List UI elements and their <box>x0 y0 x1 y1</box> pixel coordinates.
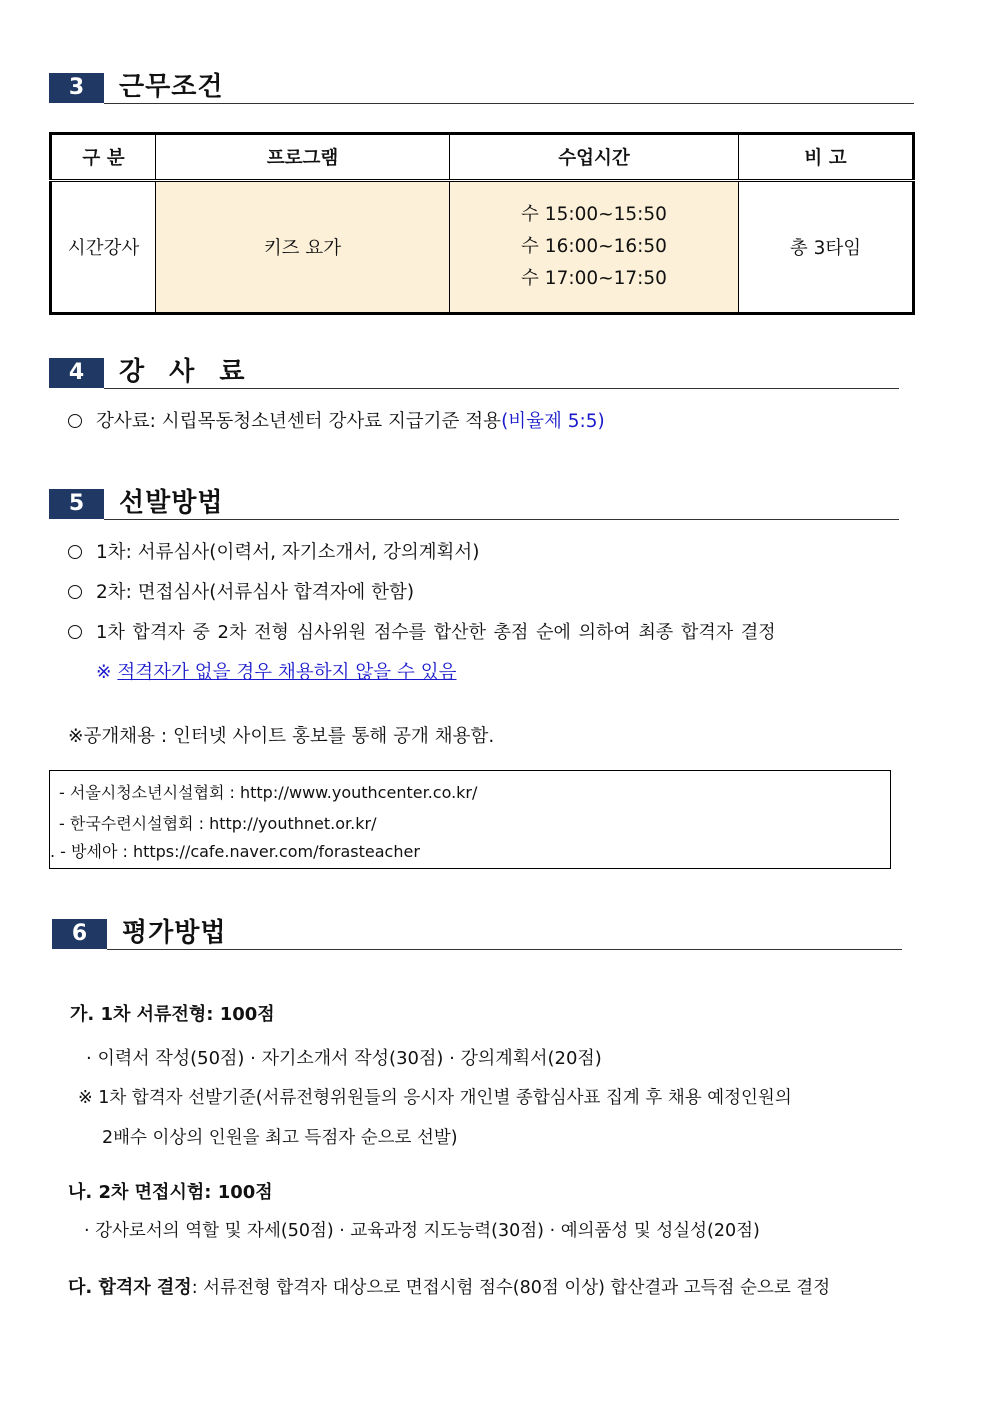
selection-text: 2차: 면접심사(서류심사 합격자에 한함) <box>96 582 415 603</box>
stage-2-criteria: · 강사로서의 역할 및 자세(50점) · 교육과정 지도능력(30점) · 예의품성 및 성실성(20점) <box>84 1221 760 1241</box>
final-decision-title: 다. 합격자 결정 <box>68 1277 192 1298</box>
stage-1-title: 가. 1차 서류전형: 100점 <box>70 1004 275 1025</box>
fee-item <box>68 409 605 435</box>
stage-2-title: 나. 2차 면접시험: 100점 <box>68 1182 273 1203</box>
selection-item <box>68 620 776 646</box>
final-decision-text: : 서류전형 합격자 대상으로 면접시험 점수(80점 이상) 합산결과 고득점 순으로 결정 <box>191 1278 831 1298</box>
section-title: 강 사 료 <box>119 357 253 387</box>
fee-text: 강사료: 시립목동청소년센터 강사료 지급기준 적용 <box>96 411 502 432</box>
header-class-time: 수업시간 <box>450 134 739 181</box>
section-number: 4 <box>49 358 104 388</box>
cell-note: 총 3타임 <box>739 181 914 314</box>
section-title: 평가방법 <box>122 918 227 948</box>
section-rule <box>107 949 902 950</box>
section-title: 근무조건 <box>119 72 224 102</box>
site-link[interactable]: - 서울시청소년시설협회 : http://www.youthcenter.co.kr/ <box>59 783 478 802</box>
cell-program: 키즈 요가 <box>156 181 450 314</box>
note-mark: ※ <box>96 662 118 683</box>
work-conditions-table <box>49 132 915 315</box>
table-row <box>51 181 914 314</box>
header-program: 프로그램 <box>156 134 450 181</box>
cell-category: 시간강사 <box>51 181 156 314</box>
note-text: 적격자가 없을 경우 채용하지 않을 수 있음 <box>117 662 457 683</box>
stage-1-note: ※ 1차 합격자 선발기준(서류전형위원들의 응시자 개인별 종합심사표 집계 후 채용 예정인원의 <box>78 1088 792 1108</box>
section-number: 5 <box>49 489 104 519</box>
selection-item <box>68 540 480 566</box>
section-rule <box>104 388 899 389</box>
section-rule <box>104 103 914 104</box>
circle-bullet-icon <box>68 545 82 559</box>
public-notice: ※공개채용 : 인터넷 사이트 홍보를 통해 공개 채용함. <box>68 726 495 747</box>
selection-text: 1차: 서류심사(이력서, 자기소개서, 강의계획서) <box>96 542 480 563</box>
header-category: 구 분 <box>51 134 156 181</box>
header-note: 비 고 <box>739 134 914 181</box>
section-rule <box>104 519 899 520</box>
section-title: 선발방법 <box>119 488 224 518</box>
circle-bullet-icon <box>68 625 82 639</box>
circle-bullet-icon <box>68 414 82 428</box>
section-number: 3 <box>49 73 104 103</box>
site-link[interactable]: . - 방세아 : https://cafe.naver.com/forasteacher <box>50 842 420 861</box>
class-time: 수 17:00~17:50 <box>521 268 667 289</box>
site-link[interactable]: - 한국수련시설협회 : http://youthnet.or.kr/ <box>59 814 377 833</box>
recruitment-sites-box <box>49 770 891 869</box>
section-number: 6 <box>52 919 107 949</box>
selection-item <box>68 580 414 606</box>
final-decision <box>68 1273 830 1299</box>
cell-class-times <box>450 181 739 314</box>
selection-text: 1차 합격자 중 2차 전형 심사위원 점수를 합산한 총점 순에 의하여 최종 합격자 결정 <box>96 622 776 643</box>
no-hire-note <box>96 660 456 686</box>
stage-1-note-cont: 2배수 이상의 인원을 최고 득점자 순으로 선발) <box>102 1128 458 1148</box>
fee-ratio: (비율제 5:5) <box>501 411 605 432</box>
table-header-row <box>51 134 914 181</box>
class-time: 수 15:00~15:50 <box>521 204 667 225</box>
class-time: 수 16:00~16:50 <box>521 236 667 257</box>
circle-bullet-icon <box>68 585 82 599</box>
stage-1-criteria: · 이력서 작성(50점) · 자기소개서 작성(30점) · 강의계획서(20점) <box>86 1048 602 1069</box>
